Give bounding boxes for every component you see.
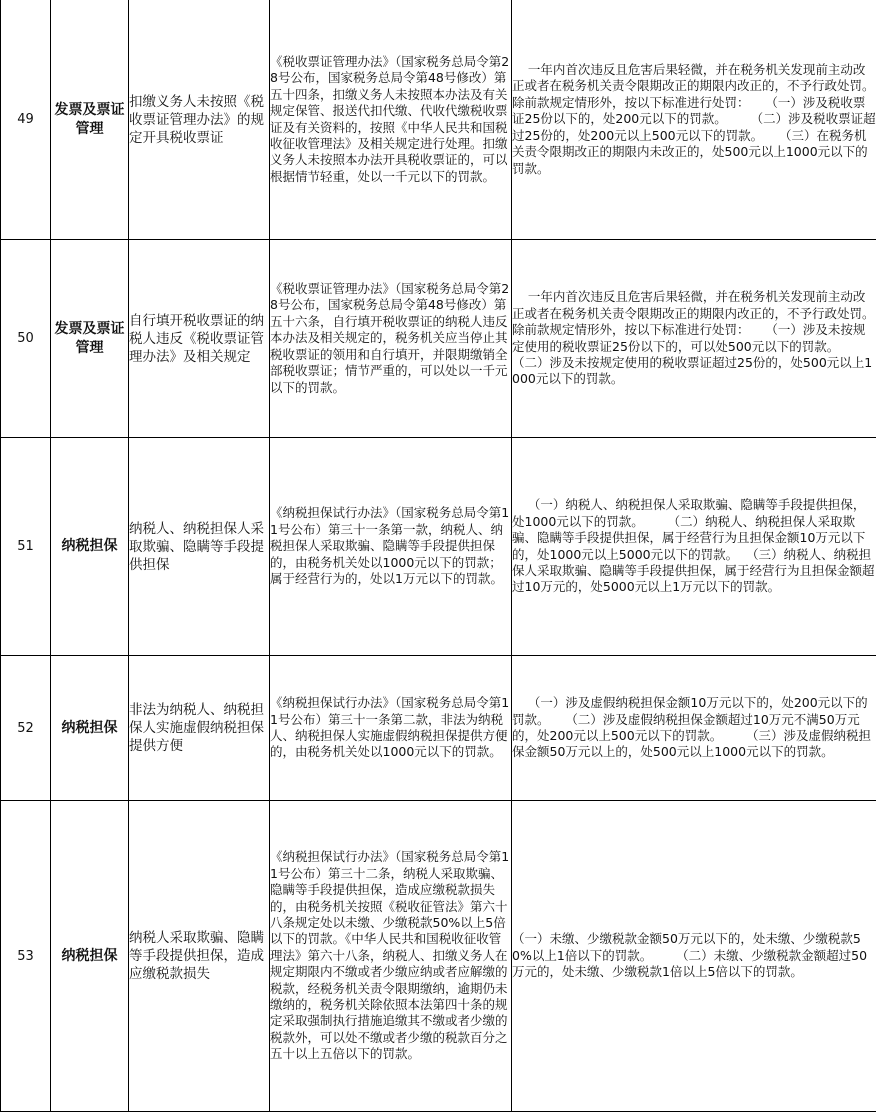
category-cell: 发票及票证管理	[51, 0, 129, 240]
penalty-standard-cell: （一）涉及虚假纳税担保金额10万元以下的，处200元以下的罚款。 （二）涉及虚假纳税担保金额超过10万元不满50万元的，处200元以上500元以下的罚款。 （三）涉及虚假纳税担保金额50万元以上的，处500元以上1000元以下的罚款。	[512, 656, 876, 801]
table-row	[1, 240, 876, 438]
table-row	[1, 438, 876, 656]
row-number: 53	[1, 801, 51, 1112]
violation-cell: 扣缴义务人未按照《税收票证管理办法》的规定开具税收票证	[129, 0, 270, 240]
row-number: 51	[1, 438, 51, 656]
legal-basis-cell: 《纳税担保试行办法》（国家税务总局令第11号公布）第三十二条，纳税人采取欺骗、隐瞒等手段提供担保，造成应缴税款损失的，由税务机关按照《税收征管法》第六十八条规定处以未缴、少缴税款50%以上5倍以下的罚款。《中华人民共和国税收征收管理法》第六十八条，纳税人、扣缴义务人在规定期限内不缴或者少缴应纳或者应解缴的税款，经税务机关责令限期缴纳，逾期仍未缴纳的，税务机关除依照本法第四十条的规定采取强制执行措施追缴其不缴或者少缴的税款外，可以处不缴或者少缴的税款百分之五十以上五倍以下的罚款。	[270, 801, 512, 1112]
violation-cell: 非法为纳税人、纳税担保人实施虚假纳税担保提供方便	[129, 656, 270, 801]
category-cell: 纳税担保	[51, 438, 129, 656]
legal-basis-cell: 《税收票证管理办法》（国家税务总局令第28号公布，国家税务总局令第48号修改）第五十六条，自行填开税收票证的纳税人违反本办法及相关规定的，税务机关应当停止其税收票证的领用和自行填开，并限期缴销全部税收票证；情节严重的，可以处以一千元以下的罚款。	[270, 240, 512, 438]
row-number: 52	[1, 656, 51, 801]
legal-basis-cell: 《纳税担保试行办法》（国家税务总局令第11号公布）第三十一条第一款，纳税人、纳税担保人采取欺骗、隐瞒等手段提供担保的，由税务机关处以1000元以下的罚款；属于经营行为的，处以1万元以下的罚款。	[270, 438, 512, 656]
legal-basis-cell: 《税收票证管理办法》（国家税务总局令第28号公布，国家税务总局令第48号修改）第五十四条，扣缴义务人未按照本办法及有关规定保管、报送代扣代缴、代收代缴税收票证及有关资料的，按照《中华人民共和国税收征收管理法》及相关规定进行处理。扣缴义务人未按照本办法开具税收票证的，可以根据情节轻重，处以一千元以下的罚款。	[270, 0, 512, 240]
violation-cell: 纳税人采取欺骗、隐瞒等手段提供担保，造成应缴税款损失	[129, 801, 270, 1112]
penalty-standard-cell: 一年内首次违反且危害后果轻微，并在税务机关发现前主动改正或者在税务机关责令限期改正的期限内改正的，不予行政处罚。 除前款规定情形外，按以下标准进行处罚： （一）涉及税收票证25份以下的，处200元以下的罚款。 （二）涉及税收票证超过25份的，处200元以上500元以下的罚款。 （三）在税务机关责令限期改正的期限内未改正的，处500元以上1000元以下的罚款。	[512, 0, 876, 240]
violation-cell: 自行填开税收票证的纳税人违反《税收票证管理办法》及相关规定	[129, 240, 270, 438]
row-number: 50	[1, 240, 51, 438]
row-number: 49	[1, 0, 51, 240]
category-cell: 发票及票证管理	[51, 240, 129, 438]
category-cell: 纳税担保	[51, 656, 129, 801]
penalty-standard-cell: （一）纳税人、纳税担保人采取欺骗、隐瞒等手段提供担保，处1000元以下的罚款。 （二）纳税人、纳税担保人采取欺骗、隐瞒等手段提供担保，属于经营行为且担保金额10万元以下的，处1000元以上5000元以下的罚款。 （三）纳税人、纳税担保人采取欺骗、隐瞒等手段提供担保，属于经营行为且担保金额超过10万元的，处5000元以上1万元以下的罚款。	[512, 438, 876, 656]
legal-basis-cell: 《纳税担保试行办法》（国家税务总局令第11号公布）第三十一条第二款，非法为纳税人、纳税担保人实施虚假纳税担保提供方便的，由税务机关处以1000元以下的罚款。	[270, 656, 512, 801]
category-cell: 纳税担保	[51, 801, 129, 1112]
table-row	[1, 656, 876, 801]
violation-cell: 纳税人、纳税担保人采取欺骗、隐瞒等手段提供担保	[129, 438, 270, 656]
penalty-standard-cell: （一）未缴、少缴税款金额50万元以下的，处未缴、少缴税款50%以上1倍以下的罚款。 （二）未缴、少缴税款金额超过50万元的，处未缴、少缴税款1倍以上5倍以下的罚款。	[512, 801, 876, 1112]
penalty-standard-cell: 一年内首次违反且危害后果轻微，并在税务机关发现前主动改正或者在税务机关责令限期改正的期限内改正的，不予行政处罚。 除前款规定情形外，按以下标准进行处罚： （一）涉及未按规定使用的税收票证25份以下的，可以处500元以下的罚款。 （二）涉及未按规定使用的税收票证超过25份的，处500元以上1000元以下的罚款。	[512, 240, 876, 438]
table-row	[1, 801, 876, 1112]
table-row	[1, 0, 876, 240]
